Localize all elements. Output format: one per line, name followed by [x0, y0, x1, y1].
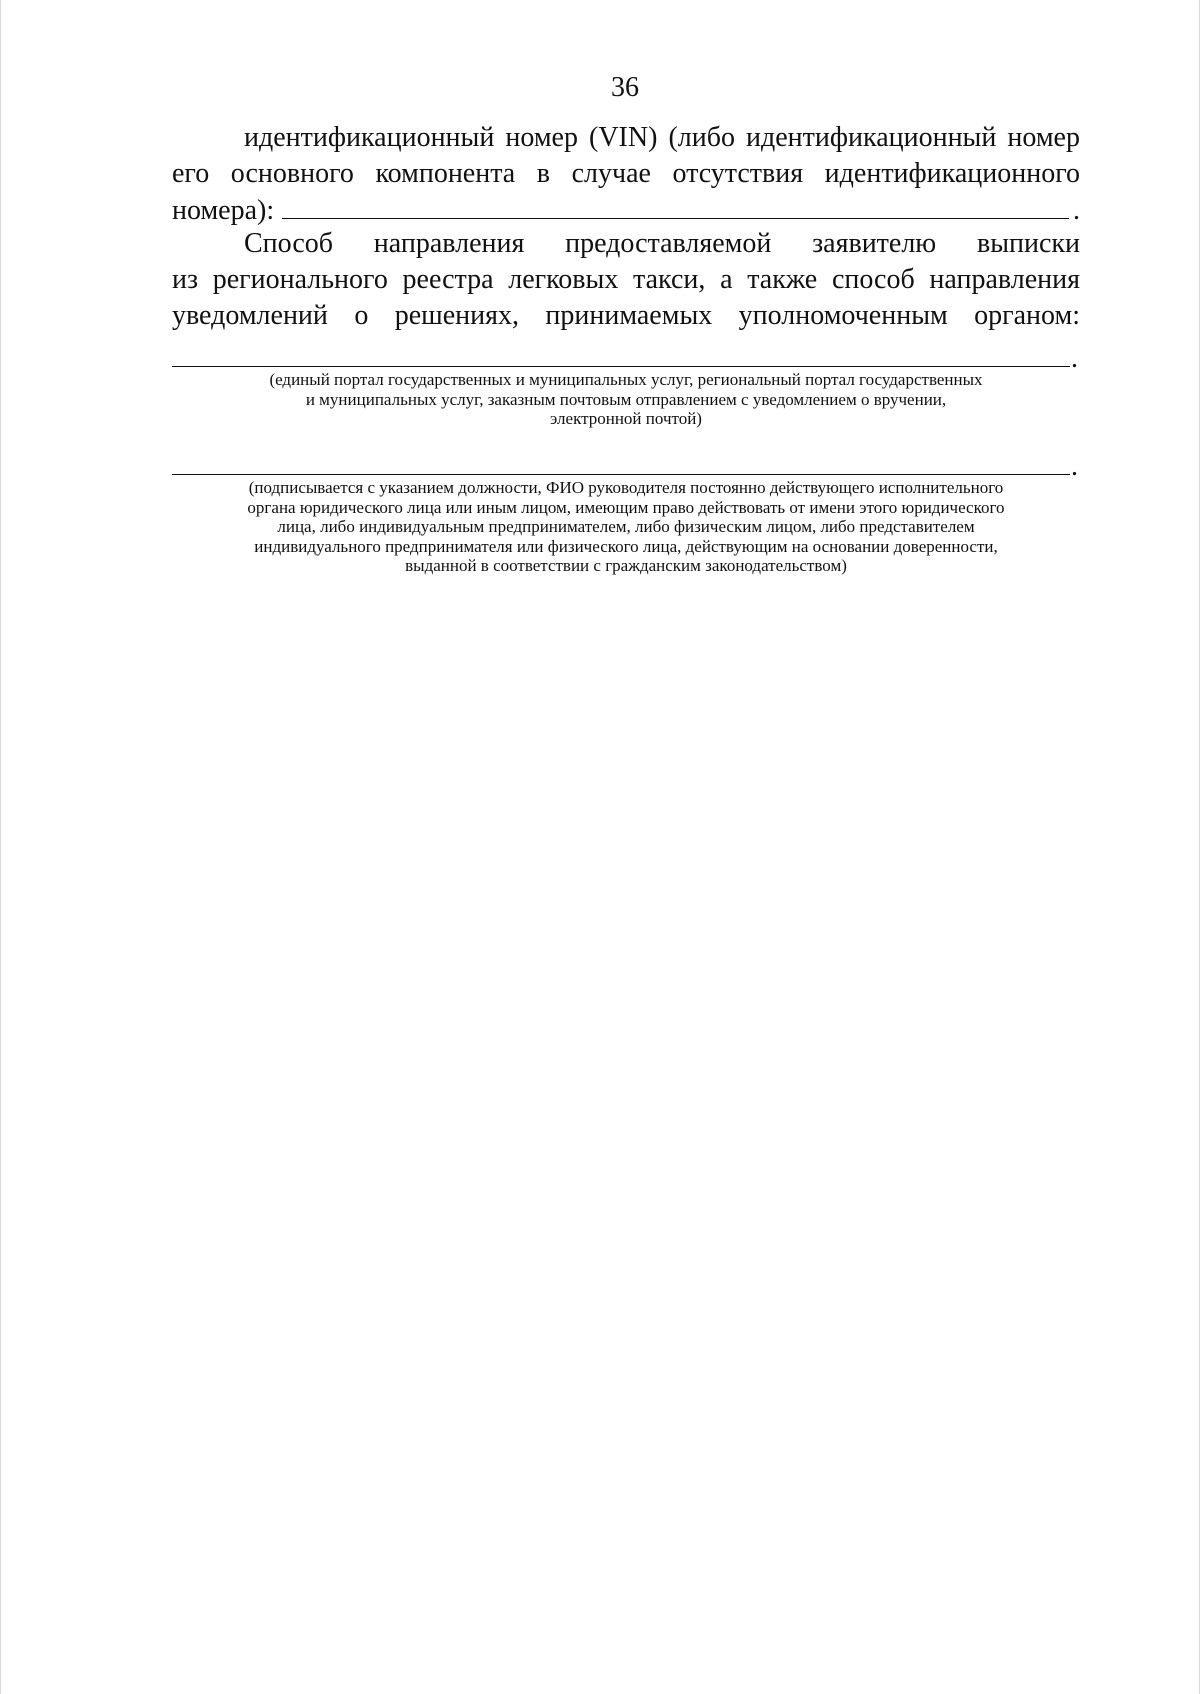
vin-paragraph	[172, 120, 1080, 229]
page-left-edge	[0, 0, 1, 1694]
delivery-method-input-line[interactable]	[172, 366, 1070, 367]
delivery-caption-line-1: (единый портал государственных и муниципальных услуг, региональный портал государственных	[269, 370, 983, 389]
method-line-1: Способ направления предоставляемой заявителю выписки	[244, 228, 1080, 259]
delivery-caption-line-2: и муниципальных услуг, заказным почтовым отправлением с уведомлением о вручении,	[305, 389, 947, 409]
delivery-caption-line-3: электронной почтой)	[550, 409, 702, 428]
vin-line-3	[172, 192, 1080, 229]
vin-line-1: идентификационный номер (VIN) (либо идентификационный номер	[244, 122, 1080, 153]
delivery-method-end-mark: .	[1071, 343, 1078, 374]
vin-end-mark: .	[1073, 195, 1080, 226]
vin-input-line[interactable]	[282, 192, 1069, 219]
signature-input-line[interactable]	[172, 474, 1070, 475]
signature-caption-line-1: (подписывается с указанием должности, ФИО руководителя постоянно действующего исполнительного	[248, 478, 1004, 497]
signature-caption-line-5: выданной в соответствии с гражданским законодательством)	[405, 556, 847, 575]
signature-caption-line-4: индивидуального предпринимателя или физического лица, действующим на основании доверенности,	[254, 536, 998, 556]
vin-line-2: его основного компонента в случае отсутствия идентификационного	[172, 158, 1080, 189]
method-line-3: уведомлений о решениях, принимаемых уполномоченным органом:	[172, 300, 1080, 331]
delivery-method-caption	[172, 370, 1080, 429]
delivery-method-paragraph	[172, 226, 1080, 334]
signature-end-mark: .	[1071, 451, 1078, 482]
signature-caption-line-2: органа юридического лица или иным лицом, имеющим право действовать от имени этого юридического	[247, 497, 1005, 517]
method-line-2: из регионального реестра легковых такси, а также способ направления	[172, 264, 1080, 295]
signature-caption	[172, 478, 1080, 576]
signature-caption-line-3: лица, либо индивидуальным предпринимателем, либо физическим лицом, либо представителем	[277, 517, 975, 536]
page-number: 36	[611, 72, 639, 103]
vin-label: номера):	[172, 195, 275, 226]
